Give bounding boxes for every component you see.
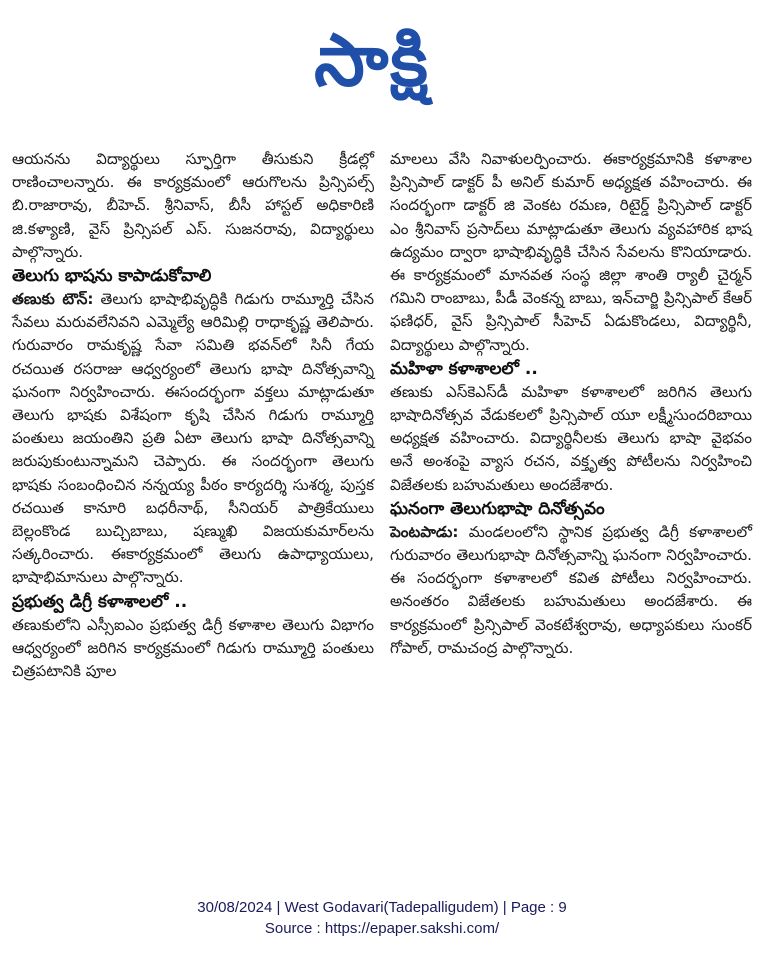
section-heading: మహిళా కళాశాలలో ..: [390, 358, 538, 379]
dateline: పెంటపాడు:: [390, 522, 459, 541]
article-paragraph: తణుకులోని ఎస్సీఐఎం ప్రభుత్వ డిగ్రీ కళాశాల తెలుగు విభాగం ఆధ్వర్యంలో జరిగిన కార్యక్రమంలో గిడుగు రామ్మూర్తి పంతులు చిత్రపటానికి పూల: [12, 615, 374, 681]
article-column-left: [12, 148, 374, 683]
logo-text: సాక్షి: [314, 18, 430, 102]
section-heading: ప్రభుత్వ డిగ్రీ కళాశాలలో ..: [12, 591, 188, 612]
section-heading: ఘనంగా తెలుగుభాషా దినోత్సవం: [390, 498, 605, 519]
sakshi-logo: [262, 14, 482, 106]
article-paragraph: [390, 521, 752, 660]
article-column-right: [390, 148, 752, 660]
article-paragraph: ఆయనను విద్యార్థులు స్ఫూర్తిగా తీసుకుని క్రీడల్లో రాణించాలన్నారు. ఈ కార్యక్రమంలో ఆరుగొలను ప్రిన్సిపల్స్ బి.రాజారావు, బీహెచ్. శ్రీనివాస్, బీసీ హాస్టల్ అధికారిణి జి.కళ్యాణి, వైస్ ప్రిన్సిపల్ ఎస్. సుజనరావు, విద్యార్థులు పాల్గొన్నారు.: [12, 150, 374, 261]
article-paragraph: తణుకు ఎస్‌కెఎస్‌డీ మహిళా కళాశాలలో జరిగిన తెలుగు భాషాదినోత్సవ వేడుకలలో ప్రిన్సిపాల్ యూ లక్ష్మీసుందరిబాయి అధ్యక్షత వహించారు. విద్యార్థినీలకు తెలుగు భాషా వైభవం అనే అంశంపై వ్యాస రచన, వక్తృత్వ పోటీలను నిర్వహించి విజేతలకు బహుమతులు అందజేశారు.: [390, 382, 752, 494]
paragraph-body: తెలుగు భాషాభివృద్ధికి గిడుగు రామ్మూర్తి చేసిన సేవలు మరువలేనివని ఎమ్మెల్యే ఆరిమిల్లి రాధాకృష్ణ తెలిపారు. గురువారం రామకృష్ణ సేవా సమితి భవన్‌లో సినీ గేయ రచయిత రసరాజు ఆధ్వర్యంలో తెలుగు భాషా దినోత్సవాన్ని ఘనంగా నిర్వహించారు. ఈసందర్భంగా వక్తలు మాట్లాడుతూ తెలుగు భాషకు విశేషంగా కృషి చేసిన గిడుగు రామ్మూర్తి పంతులు జయంతిని ప్రతి ఏటా తెలుగు భాషా దినోత్సవాన్ని జరుపుకుంటున్నామని చెప్పారు. ఈ సందర్భంగా తెలుగు భాషకు సంబంధించిన నన్నయ్య పీఠం కార్యదర్శి సుశర్మ, పుస్తక రచయిత కానూరి బధరీనాథ్, సీనియర్ పాత్రికేయులు బెల్లంకొండ బుచ్చిబాబు, షణ్ముఖి విజయకుమార్‌లను సత్కరించారు. ఈకార్యక్రమంలో తెలుగు ఉపాధ్యాయులు, భాషాభిమానులు పాల్గొన్నారు.: [12, 290, 374, 587]
section-heading: తెలుగు భాషను కాపాడుకోవాలి: [12, 266, 212, 287]
dateline: తణుకు టౌన్:: [12, 290, 94, 309]
paragraph-body: మండలంలోని స్థానిక ప్రభుత్వ డిగ్రీ కళాశాలలో గురువారం తెలుగుభాషా దినోత్సవాన్ని ఘనంగా నిర్వహించారు. ఈ సందర్భంగా కళాశాలలో కవిత పోటీలు నిర్వహించారు. అనంతరం విజేతలకు బహుమతులు అందజేశారు. ఈ కార్యక్రమంలో ప్రిన్సిపాల్ వెంకటేశ్వరావు, అధ్యాపకులు సుంకర్ గోపాల్, రామచంద్ర పాల్గొన్నారు.: [390, 522, 752, 657]
footer-edition-info: 30/08/2024 | West Godavari(Tadepalligudem) | Page : 9: [197, 899, 567, 916]
article-paragraph: మాలలు వేసి నివాళులర్పించారు. ఈకార్యక్రమానికి కళాశాల ప్రిన్సిపాల్ డాక్టర్ పీ అనిల్ కుమార్ అధ్యక్షత వహించారు. ఈ సందర్భంగా డాక్టర్ జి వెంకట రమణ, రిటైర్డ్ ప్రిన్సిపాల్ డాక్టర్ ఎం శ్రీనివాస్ ప్రసాద్‌లు మాట్లాడుతూ తెలుగు వ్యవహారిక భాష ఉద్యమం ద్వారా భాషాభివృద్ధికి చేసిన సేవలను కొనియాడారు. ఈ కార్యక్రమంలో మానవత సంస్థ జిల్లా శాంతి ర్యాలీ చైర్మన్ గమిని రాంబాబు, పీడీ వెంకన్న బాబు, ఇన్‌చార్జి ప్రిన్సిపాల్ కేఆర్ ఫణిధర్, వైస్ ప్రిన్సిపాల్ సీహెచ్ ఏడుకొండలు, విద్యార్థినీ, విద్యార్థులు పాల్గొన్నారు.: [390, 150, 752, 354]
footer-source: Source : https://epaper.sakshi.com/: [264, 920, 500, 937]
article-paragraph: [12, 288, 374, 590]
